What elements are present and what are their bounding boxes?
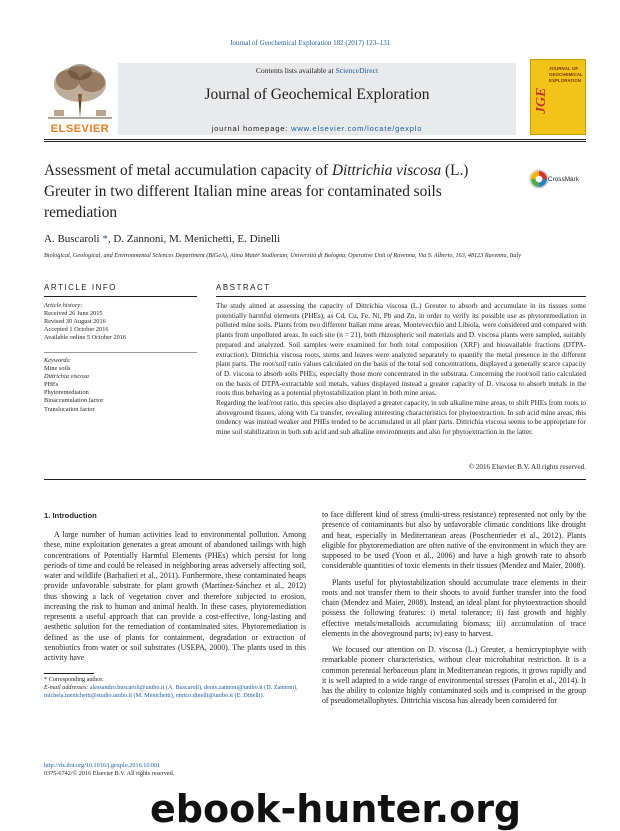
history-accepted: Accepted 1 October 2016 bbox=[44, 326, 109, 334]
keyword-item: PHEs bbox=[44, 381, 59, 389]
doi-link[interactable]: http://dx.doi.org/10.1016/j.gexplo.2016.10.001 bbox=[44, 762, 161, 769]
crossmark-label[interactable]: CrossMark bbox=[548, 176, 579, 183]
keyword-item: Translocation factor bbox=[44, 405, 95, 413]
abstract-paragraph-1: The study aimed at assessing the capacity of Dittrichia viscosa (L.) Greuter to absorb and accumulate in its tissues some potentially harmful elements (PHEs), as Cd, Cu, Fe, Ni, Pb and Zn, in order to verify its possible use as phytoremediation in polluted mine soils. Plants from two different Italian mine areas, Montevecchio and Libiola, were considered and compared with plants from unpolluted areas. In each site (n = 21), both rhizospheric soil materials and D. viscosa plants were sampled, suitably prepared and analyzed. Soil samples were examined for both total composition (XRF) and bioavailable fractions (DTPA-extraction). Dittrichia viscosa roots, stems and leaves were analyzed separately to quantify the metal presence in the different plant parts. The root/soil ratio values calculated on the basis of the total soil concentrations, displayed a generally scarce capacity of D. viscosa to absorb soils PHEs, especially those more concentrated in the substrata. Concerning the root/soil ratio calculated on the basis of DTPA-extractable soil metals, values displayed instead a greater capacity of D. viscosa to absorb metals in the roots thus behaving as a potential phytostabilization plant in both mine areas. bbox=[216, 302, 586, 398]
keywords-label: Keywords: bbox=[44, 357, 72, 364]
abstract-bottom-rule bbox=[44, 479, 586, 480]
history-received: Received 26 June 2015 bbox=[44, 310, 103, 318]
abstract-text bbox=[216, 302, 586, 438]
elsevier-tree-logo-icon bbox=[44, 60, 116, 132]
author-rest: , D. Zannoni, M. Menichetti, E. Dinelli bbox=[107, 233, 281, 245]
body-paragraph: We focused our attention on D. viscosa (L.) Greuter, a hemicryptophyte with remarkable pioneer characteristics, without clear microhabitat restriction. It is a common perennial herbaceous plant in Mediterranean regions, it grows rapidly and it is well adapted to a wide range of environmental stresses (Parolin et al., 2014). It has the ability to colonize highly contaminated soils and is comprised in the group of pseudometallophytes. Dittrichia viscosa has already been considered for bbox=[322, 645, 586, 706]
cover-title: JOURNAL OF GEOCHEMICAL EXPLORATION bbox=[549, 66, 583, 83]
sciencedirect-link[interactable]: ScienceDirect bbox=[335, 66, 379, 75]
body-paragraph: to face different kind of stress (multi-stress resistance) represented not only by the presence of contaminants but also by unfavorable climatic conditions like drought and heat, especially in Mediterranean areas (Poschenrieder et al., 2012). Plants eligible for phytoremediation are often native of the environment in which they are supposed to be used (Yoon et al., 2006) and have a high growth rate to absorb considerable quantities of toxic elements in their tissues (Mendez and Maier, 2008). bbox=[322, 510, 586, 571]
abstract-paragraph-2: Regarding the leaf/root ratio, this species also displayed a greater capacity, in sub alkaline mine areas, to shift PHEs from roots to aboveground tissues, along with Ca transfer, revealing interesting characteristics for phytoextraction. In sub acid mine areas, this tendency was instead weaker and PHEs tended to be accumulated in all plant parts. Dittrichia viscosa seems to be appropriate for mine soil stabilization in both sub acid and sub alkaline environments and also for phytoextraction in the latter. bbox=[216, 399, 586, 437]
title-species: Dittrichia viscosa bbox=[332, 162, 442, 179]
article-title bbox=[44, 160, 504, 223]
keyword-item: Phytoremediation bbox=[44, 389, 89, 397]
email-addresses bbox=[44, 684, 306, 700]
homepage-prefix: journal homepage: bbox=[211, 124, 292, 133]
journal-citation[interactable]: Journal of Geochemical Exploration 182 (2017) 123–131 bbox=[229, 39, 391, 47]
corresponding-author-note: * Corresponding author. bbox=[44, 677, 104, 683]
footnote-rule bbox=[44, 673, 94, 674]
abstract-copyright: © 2016 Elsevier B.V. All rights reserved. bbox=[468, 463, 586, 471]
email-links[interactable]: alessandro.buscaroli@unibo.it (A. Buscaroli), denis.zannoni@unibo.it (D. Zannoni), michela.menichetti@studio.unibo.it (M. Menichetti), enrico.dinelli@unibo.it (E. Dinelli). bbox=[44, 685, 298, 699]
author-first: A. Buscaroli bbox=[44, 233, 103, 245]
keyword-item: Mine soils bbox=[44, 365, 71, 373]
corresponding-author-mark[interactable]: * bbox=[102, 233, 108, 245]
keywords-rule bbox=[44, 352, 197, 353]
history-label: Article history: bbox=[44, 302, 83, 309]
journal-title: Journal of Geochemical Exploration bbox=[204, 86, 430, 103]
header-rule bbox=[44, 139, 586, 140]
history-online: Available online 5 October 2016 bbox=[44, 334, 127, 342]
section-heading-introduction: 1. Introduction bbox=[44, 511, 97, 520]
contents-prefix: Contents lists available at bbox=[255, 66, 336, 75]
body-paragraph: Plants useful for phytostabilization should accumulate trace elements in their roots and not transfer them to their shoots to avoid further transfer into the food chain (Mendez and Maier, 2008). Instead, an ideal plant for phytoextraction should possess the following features: i) metal tolerance; ii) fast growth and highly effective metals/metalloids accumulating biomass; iii) accumulation of trace elements in the aboveground parts; iv) easy to harvest. bbox=[322, 577, 586, 638]
homepage-url-link[interactable]: www.elsevier.com/locate/gexplo bbox=[291, 124, 423, 133]
keywords bbox=[44, 357, 197, 414]
keyword-item: Bioaccumulation factor bbox=[44, 397, 104, 405]
title-text-2: (L.) Greuter in two different Italian mine areas for contaminated soils remediation bbox=[44, 162, 469, 221]
header-rule-secondary bbox=[44, 141, 586, 142]
body-column-left bbox=[44, 530, 306, 663]
history-revised: Revised 30 August 2016 bbox=[44, 318, 106, 326]
watermark-text: ebook-hunter.org bbox=[150, 787, 522, 831]
article-history bbox=[44, 302, 197, 342]
body-column-right bbox=[322, 510, 586, 707]
article-info-rule bbox=[44, 296, 197, 297]
abstract-rule bbox=[216, 296, 586, 297]
elsevier-wordmark: ELSEVIER bbox=[50, 123, 110, 135]
article-info-heading: ARTICLE INFO bbox=[44, 283, 117, 292]
doi-block bbox=[44, 762, 344, 778]
journal-cover-thumbnail[interactable] bbox=[530, 59, 586, 135]
footnote bbox=[44, 676, 306, 700]
body-paragraph: A large number of human activities lead to environmental pollution. Among these, mine exploitation generates a great amount of abandoned tailings with high concentrations of Potentially Harmful Elements (PHEs) which persist for long periods of time and could be released in neighboring areas adversely affecting soil, water and wildlife (Barbafieri et al., 2011). Furthermore, these contaminated heaps provide unfavorable substrate for plant growth (Martínez-Sánchez et al., 2012) thus showing a lack of vegetation cover and therefore subjected to erosion, increasing the risk to human and animal health. In these cases, phytoremediation represents a useful approach that can provide a cost-effective, long-lasting and aesthetic solution for the remediation of contaminated sites. Phytoremediation is defined as the use of plants for containment, degradation or extraction of xenobiotics from water or soil substrates (USEPA, 2000). The plants used in this activity have bbox=[44, 530, 306, 662]
issn-line: 0375-6742/© 2016 Elsevier B.V. All rights reserved. bbox=[44, 770, 175, 777]
affiliation: Biological, Geological, and Environmental Sciences Department (BiGeA), Alma Mater Studiorum, Università di Bologna, Operative Unit of Ravenna, Via S. Alberto, 163, 48123 Ravenna, Italy bbox=[44, 252, 521, 259]
keyword-item: Dittrichia viscosa bbox=[44, 373, 89, 381]
email-label: E-mail addresses: bbox=[44, 685, 90, 691]
cover-letters: JGE bbox=[534, 87, 549, 114]
author-list bbox=[44, 233, 584, 245]
title-text-1: Assessment of metal accumulation capacity of bbox=[44, 162, 332, 179]
journal-homepage bbox=[118, 124, 516, 133]
contents-line bbox=[118, 66, 516, 75]
abstract-heading: ABSTRACT bbox=[216, 283, 271, 292]
